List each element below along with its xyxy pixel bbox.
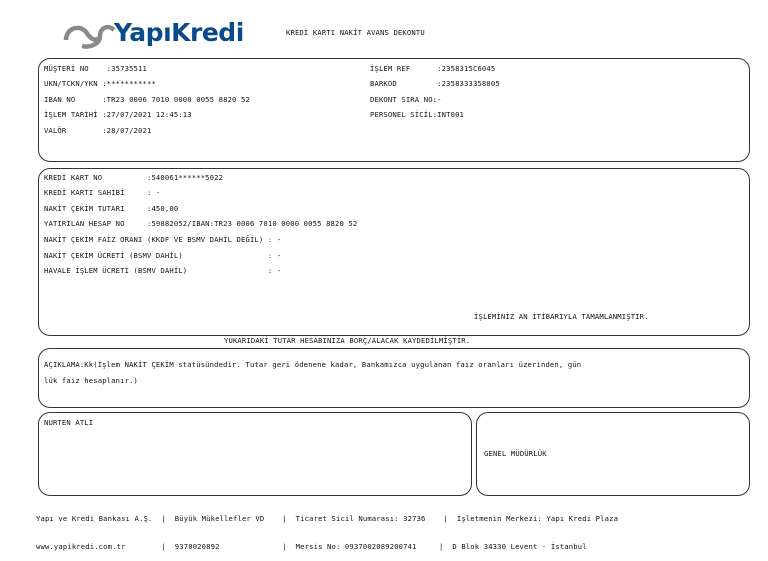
musteri-no: MÜŞTERİ NO :35735511: [44, 64, 147, 73]
nakit-cekim-tutari: NAKİT ÇEKİM TUTARI :450,00: [44, 204, 179, 213]
footer-line-1: Yapı ve Kredi Bankası A.Ş. | Büyük Mükellefler VD | Ticaret Sicil Numarası: 32736 | İşletmenin Merkezi: Yapı Kredi Plaza: [36, 514, 619, 523]
description-box: [38, 348, 750, 408]
islem-ref: İŞLEM REF :2358315C6045: [370, 64, 496, 73]
islem-tarihi: İŞLEM TARİHİ :27/07/2021 12:45:13: [44, 110, 192, 119]
transaction-completed: İŞLEMİNİZ AN İTİBARIYLA TAMAMLANMIŞTIR.: [474, 312, 649, 321]
havale-islem-ucreti: HAVALE İŞLEM ÜCRETİ (BSMV DAHİL) : -: [44, 266, 282, 275]
signature-name-left: NURTEN ATLI: [44, 418, 94, 427]
debit-credit-notice: YUKARIDAKİ TUTAR HESABINIZA BORÇ/ALACAK KAYDEDİLMİŞTİR.: [224, 336, 471, 345]
signature-box-left: [38, 412, 472, 496]
document-title: KREDİ KARTI NAKİT AVANS DEKONTU: [286, 28, 425, 37]
footer: [36, 496, 618, 561]
nakit-cekim-faiz-orani: NAKİT ÇEKİM FAİZ ORANI (KKDF VE BSMV DAHİL DEĞİL) : -: [44, 235, 282, 244]
kredi-kart-no: KREDİ KART NO :540061******5022: [44, 173, 224, 182]
signature-name-right: GENEL MÜDÜRLÜK: [484, 449, 547, 458]
footer-line-2: www.yapikredi.com.tr | 9370020892 | Mersis No: 0937002089200741 | D Blok 34330 Levent - İstanbul: [36, 542, 587, 551]
description-line-2: lük faiz hesaplanır.): [44, 376, 139, 385]
iban-no: IBAN NO :TR23 0006 7010 0000 0055 8820 52: [44, 95, 250, 104]
ukn-tckn: UKN/TCKN/YKN :***********: [44, 79, 156, 88]
bank-name: YapıKredi: [114, 18, 244, 47]
yatirilan-hesap-no: YATIRILAN HESAP NO :59882052/IBAN:TR23 0006 7010 0000 0055 8820 52: [44, 219, 358, 228]
valor: VALÖR :28/07/2021: [44, 126, 152, 135]
dekont-sira-no: DEKONT SIRA NO:-: [370, 95, 442, 104]
personel-sicil: PERSONEL SİCİL:INT001: [370, 110, 465, 119]
description-line-1: AÇIKLAMA:Kk(İşlem NAKİT ÇEKİM statüsündedir. Tutar geri ödenene kadar, Bankamızca uygulanan faiz oranları üzerinden, gün: [44, 360, 582, 369]
kredi-karti-sahibi: KREDİ KARTI SAHİBİ : -: [44, 188, 161, 197]
barkod: BARKOD :2358333358805: [370, 79, 500, 88]
nakit-cekim-ucreti: NAKİT ÇEKİM ÜCRETİ (BSMV DAHİL) : -: [44, 251, 282, 260]
